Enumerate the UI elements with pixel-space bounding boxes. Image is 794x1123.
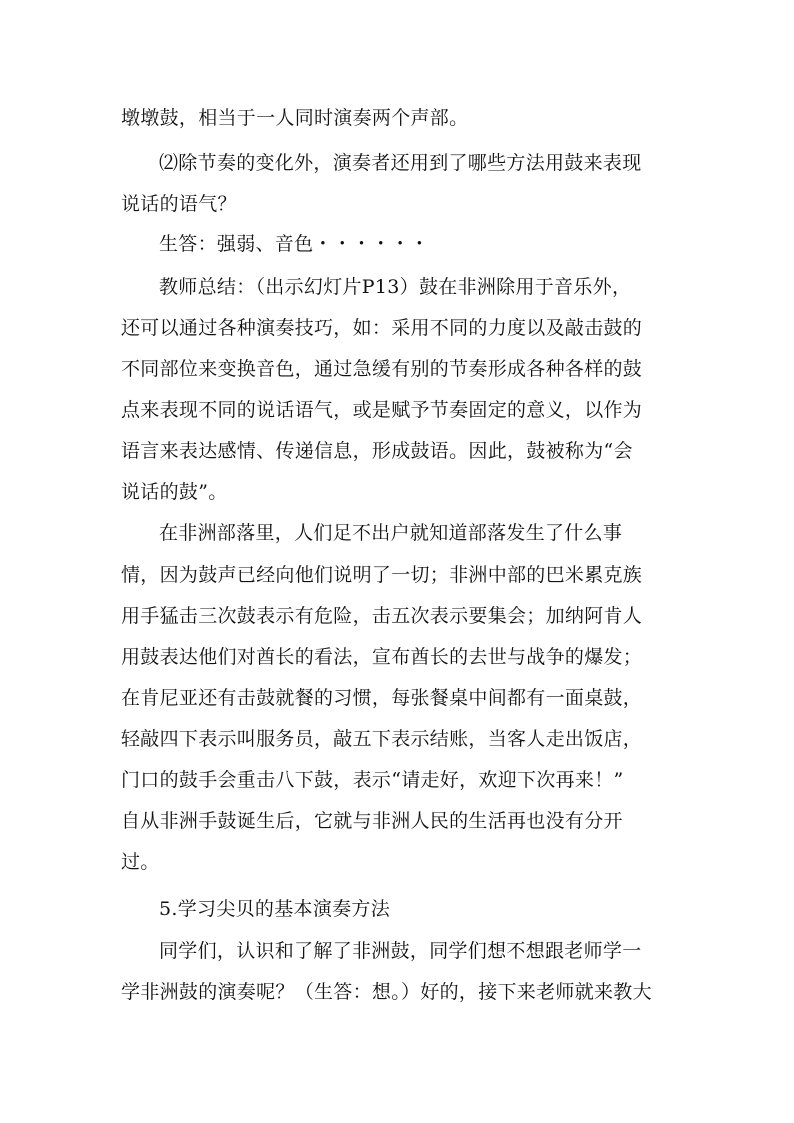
section-heading: 5.学习尖贝的基本演奏方法 (159, 898, 391, 920)
text-line: 同学们，认识和了解了非洲鼓，同学们想不想跟老师学一 (159, 940, 642, 962)
text-line: 还可以通过各种演奏技巧，如：采用不同的力度以及敲击鼓的 (121, 317, 643, 339)
text-line: 生答：强弱、音色・・・・・・ (159, 233, 430, 255)
text-line: 点来表现不同的说话语气，或是赋予节奏固定的意义，以作为 (121, 399, 643, 421)
text-line: 用手猛击三次鼓表示有危险，击五次表示要集会；加纳阿肯人 (121, 605, 643, 627)
text-line: 过。 (121, 851, 160, 873)
text-line: 自从非洲手鼓诞生后，它就与非洲人民的生活再也没有分开 (121, 810, 623, 832)
text-line: 教师总结：（出示幻灯片P13）鼓在非洲除用于音乐外， (159, 276, 632, 298)
text-line: 说话的鼓”。 (121, 481, 228, 503)
text-line: 情，因为鼓声已经向他们说明了一切；非洲中部的巴米累克族 (121, 564, 643, 586)
text-line: 不同部位来变换音色，通过急缓有别的节奏形成各种各样的鼓 (121, 358, 643, 380)
text-line: 用鼓表达他们对酋长的看法，宣布酋长的去世与战争的爆发； (121, 646, 643, 668)
text-line: 门口的鼓手会重击八下鼓，表示“请走好，欢迎下次再来！” (121, 769, 624, 791)
text-line: 在非洲部落里，人们足不出户就知道部落发生了什么事 (159, 522, 623, 544)
text-line: 轻敲四下表示叫服务员，敲五下表示结账，当客人走出饭店， (121, 728, 643, 750)
text-line: 说话的语气？ (121, 193, 237, 215)
text-line: 学非洲鼓的演奏呢？（生答：想。）好的，接下来老师就来教大 (121, 981, 652, 1003)
text-line: 在肯尼亚还有击鼓就餐的习惯，每张餐桌中间都有一面桌鼓， (121, 687, 643, 709)
text-line: 墩墩鼓，相当于一人同时演奏两个声部。 (121, 107, 469, 129)
text-line: 语言来表达感情、传递信息，形成鼓语。因此，鼓被称为“会 (121, 440, 633, 462)
text-line: ⑵除节奏的变化外，演奏者还用到了哪些方法用鼓来表现 (159, 152, 642, 174)
